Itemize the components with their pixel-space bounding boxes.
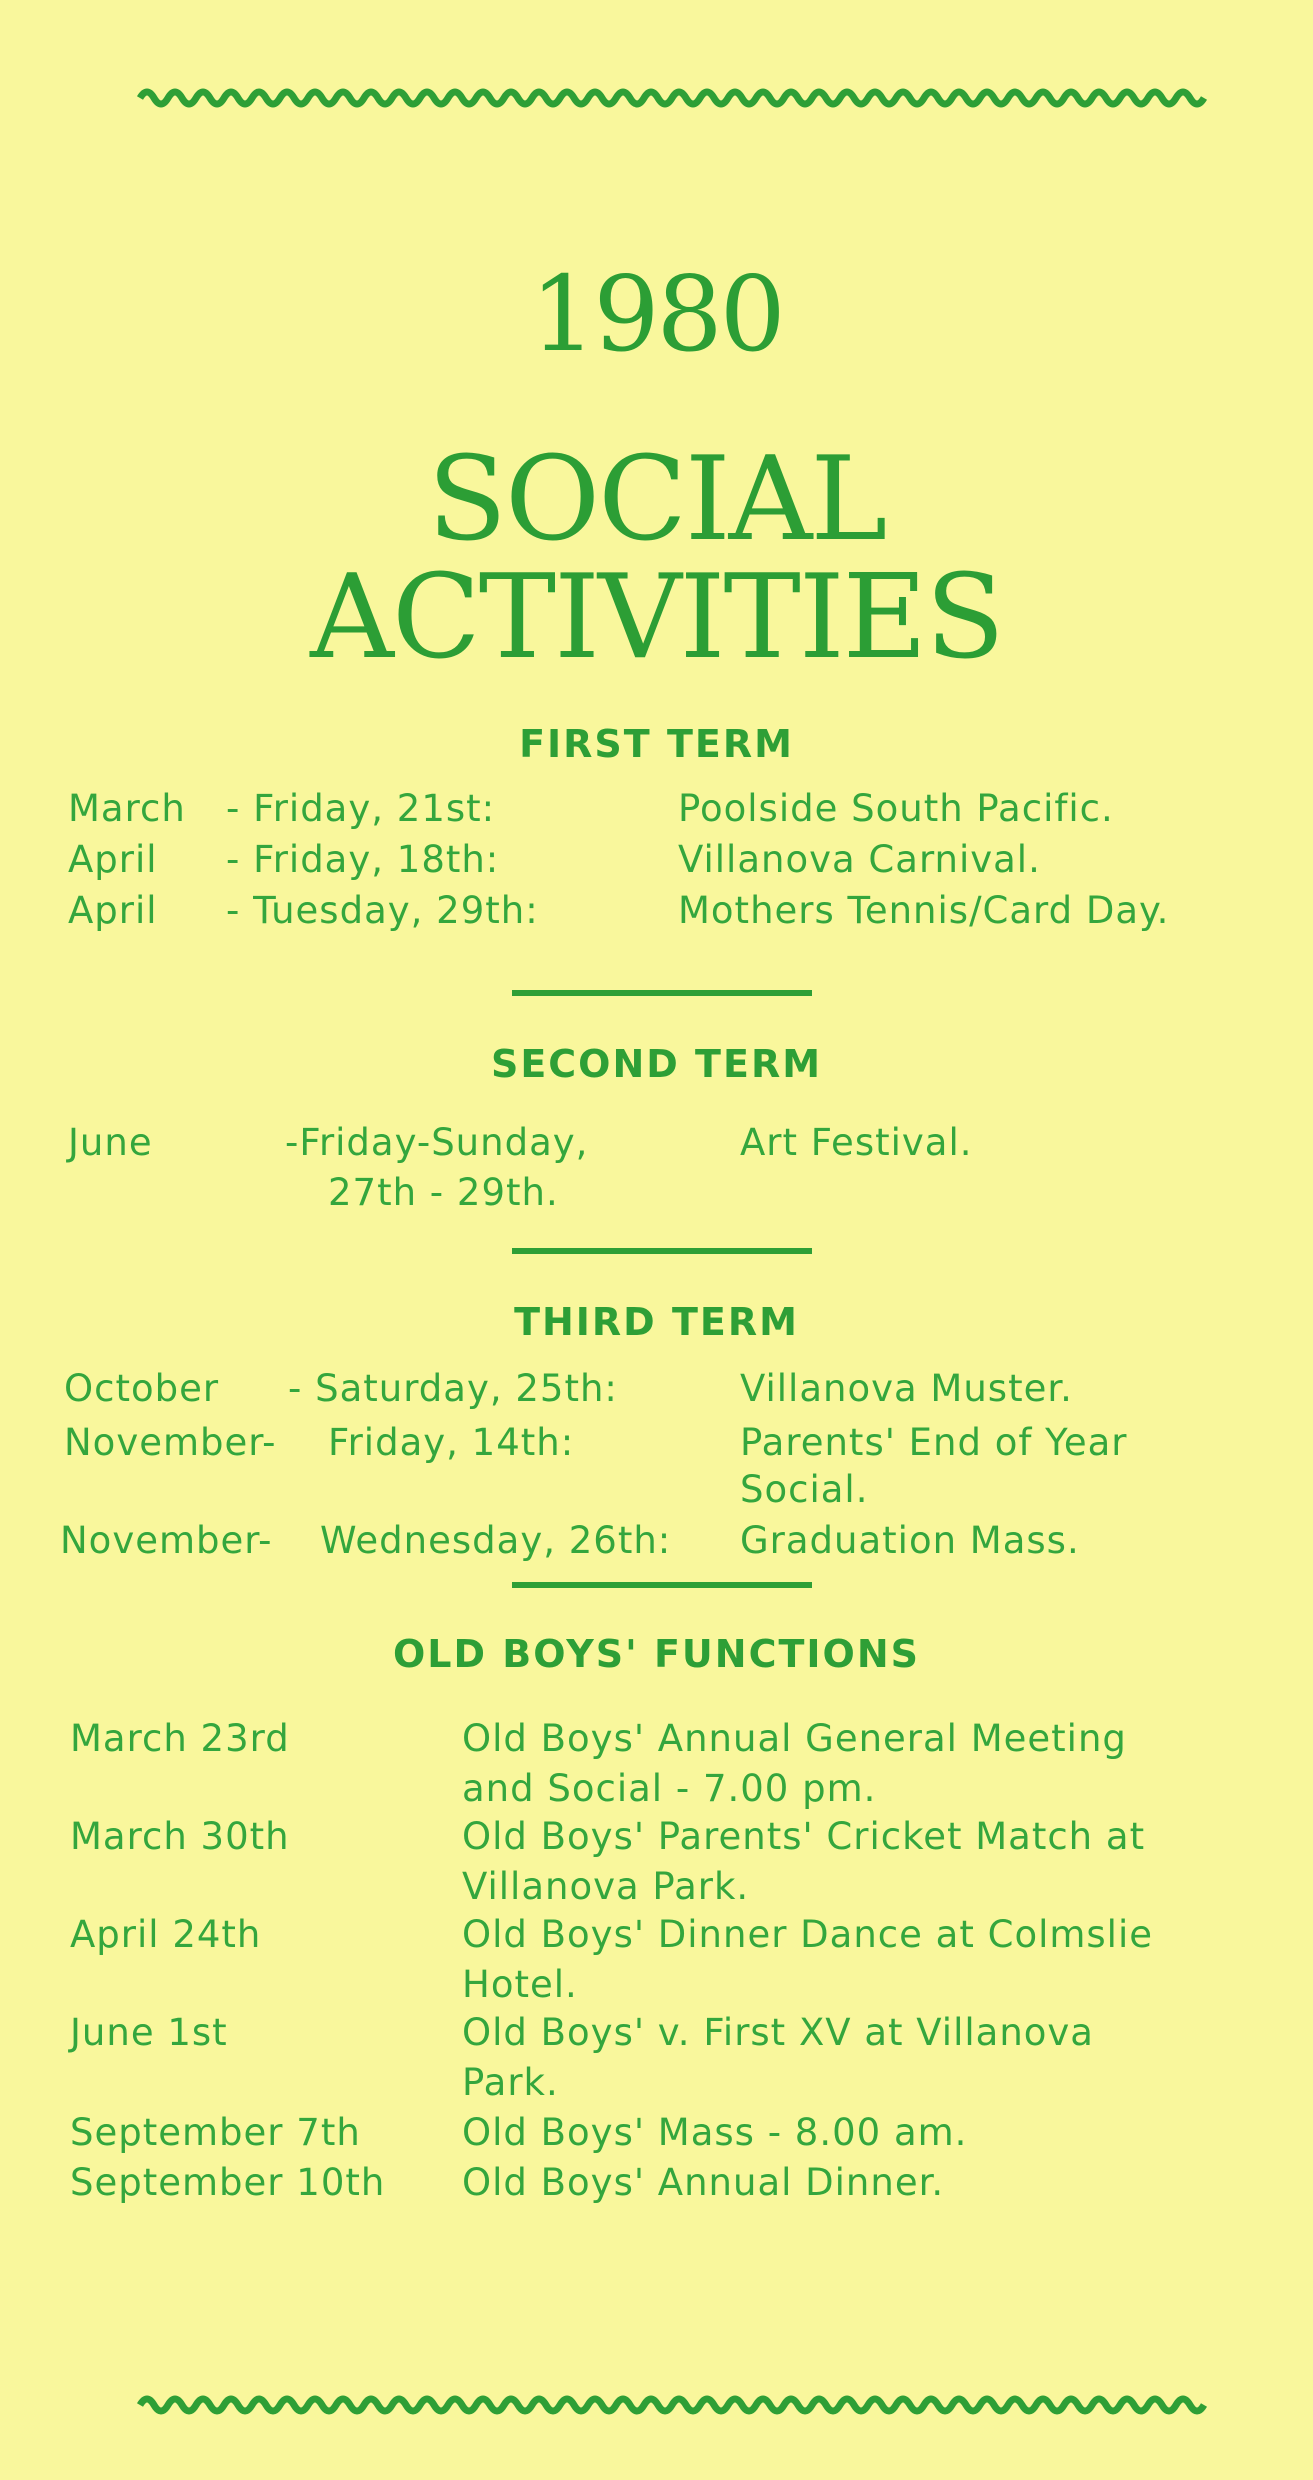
document-title-line2: ACTIVITIES [310,550,1003,685]
old-boys-event-continued: Villanova Park. [462,1865,750,1908]
first-term-heading: FIRST TERM [519,722,794,766]
document-title-line1: SOCIAL [427,432,886,567]
section-divider [512,1582,812,1588]
second-term-day: -Friday-Sunday, [285,1121,589,1164]
old-boys-event-continued: Hotel. [462,1963,578,2006]
third-term-day: - Saturday, 25th: [288,1367,618,1410]
old-boys-date: March 30th [70,1815,290,1858]
section-divider [512,1248,812,1254]
third-term-heading: THIRD TERM [514,1300,799,1344]
first-term-day: - Friday, 18th: [226,838,500,881]
third-term-month: November- [64,1421,277,1464]
third-term-event: Parents' End of Year [740,1421,1128,1464]
third-term-event: Graduation Mass. [740,1519,1080,1562]
second-term-event: Art Festival. [740,1121,973,1164]
decorative-bottom-border [0,2385,1313,2425]
old-boys-heading: OLD BOYS' FUNCTIONS [393,1632,920,1676]
third-term-day: Wednesday, 26th: [320,1519,672,1562]
decorative-top-border [0,78,1313,118]
second-term-month: June [68,1121,153,1164]
old-boys-date: September 7th [70,2111,361,2154]
section-divider [512,990,812,996]
old-boys-event: Old Boys' Mass - 8.00 am. [462,2111,968,2154]
third-term-day: Friday, 14th: [328,1421,575,1464]
old-boys-event-continued: and Social - 7.00 pm. [462,1767,877,1810]
first-term-month: March [68,787,186,830]
first-term-month: April [68,889,158,932]
old-boys-date: June 1st [70,2011,228,2054]
first-term-event: Mothers Tennis/Card Day. [678,889,1170,932]
old-boys-event: Old Boys' Parents' Cricket Match at [462,1815,1146,1858]
old-boys-event: Old Boys' Dinner Dance at Colmslie [462,1913,1154,1956]
second-term-day-range: 27th - 29th. [328,1171,559,1214]
old-boys-date: March 23rd [70,1717,290,1760]
old-boys-event: Old Boys' v. First XV at Villanova [462,2011,1094,2054]
old-boys-event-continued: Park. [462,2061,559,2104]
first-term-day: - Friday, 21st: [226,787,496,830]
old-boys-date: April 24th [70,1913,262,1956]
first-term-day: - Tuesday, 29th: [226,889,539,932]
third-term-month: October [64,1367,220,1410]
third-term-event-continued: Social. [740,1468,869,1511]
third-term-month: November- [60,1519,273,1562]
second-term-heading: SECOND TERM [490,1042,823,1086]
first-term-event: Poolside South Pacific. [678,787,1114,830]
old-boys-event: Old Boys' Annual General Meeting [462,1717,1127,1760]
first-term-event: Villanova Carnival. [678,838,1041,881]
third-term-event: Villanova Muster. [740,1367,1073,1410]
first-term-month: April [68,838,158,881]
document-year: 1980 [530,253,783,375]
old-boys-date: September 10th [70,2161,386,2204]
old-boys-event: Old Boys' Annual Dinner. [462,2161,945,2204]
